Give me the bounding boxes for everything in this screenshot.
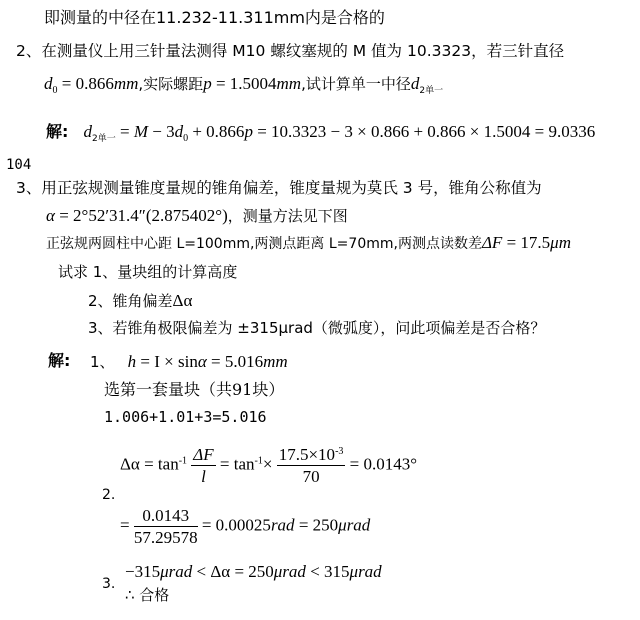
fraction-value	[277, 446, 346, 485]
ans2-minus3: − 3	[148, 122, 175, 141]
eq-tan1-exp: -1	[178, 455, 188, 467]
fraction-conversion	[134, 507, 198, 546]
eq-times: ×	[262, 454, 273, 474]
h-alpha: α	[197, 352, 207, 371]
ineq-da: Δα	[210, 562, 231, 581]
d0-unit: mm	[113, 74, 139, 93]
delta-alpha-equation	[120, 446, 417, 485]
radian-conversion	[120, 507, 370, 546]
conv-result: = 0.00025	[201, 515, 271, 535]
ans2-M: M	[133, 122, 148, 141]
eq-tan2-exp: -1	[254, 455, 263, 467]
ans2-d2-subscript: 2单一	[92, 134, 116, 144]
d0-symbol: d	[44, 74, 53, 93]
step1-number: 1、	[90, 353, 115, 371]
method-text: ，测量方法见下图	[227, 207, 348, 225]
ineq-eq: = 250	[230, 562, 274, 581]
p-unit: mm	[276, 74, 302, 93]
frac-l: l	[201, 467, 206, 486]
eq-tan1: = tan	[139, 454, 179, 474]
line-measured-pitch-diameter: 即测量的中径在11.232-11.311mm内是合格的	[44, 8, 385, 27]
question-2-line1	[16, 44, 564, 60]
ineq-unit1: μrad	[160, 562, 193, 581]
conv-urad: μrad	[338, 515, 371, 535]
step3-number: 3.	[102, 576, 116, 592]
ans2-result: = 10.3323 − 3 × 0.866 + 0.866 × 1.5004 = 9.0336	[252, 122, 596, 141]
eq-delta-alpha: Δα	[120, 454, 140, 474]
d2-subscript: 2单一	[419, 86, 444, 96]
h-formula: = I × sin	[136, 352, 198, 371]
question-3-text: 用正弦规测量锥度量规的锥角偏差，锥度量规为莫氏 3 号，锥角公称值为	[41, 179, 542, 197]
ineq-left: −315	[125, 562, 161, 581]
eq-result-deg: = 0.0143°	[349, 454, 418, 474]
ineq-unit3: μrad	[349, 562, 382, 581]
answer-2-equation	[46, 123, 595, 144]
ineq-lt2: < 315	[305, 562, 350, 581]
conv-equals: =	[120, 515, 130, 535]
inequality	[125, 563, 382, 580]
calc-text: ,试计算单一中径	[301, 75, 411, 93]
conclusion: ∴ 合格	[125, 586, 170, 604]
conv-den: 57.29578	[133, 528, 198, 547]
ans2-equals: =	[115, 122, 134, 141]
ineq-lt1: <	[192, 562, 211, 581]
eq-tan2: = tan	[219, 454, 255, 474]
answer-2-label: 解:	[46, 122, 69, 141]
frac-num-exp: -3	[335, 446, 344, 457]
pitch-text: ,实际螺距	[138, 75, 204, 93]
question-3-line2: α = 2°52′31.4″(2.875402°)，测量方法见下图	[46, 206, 348, 225]
alpha-degrees: (2.875402°)	[145, 206, 228, 225]
answer-3-label: 解:	[48, 351, 71, 370]
question-3-line1	[16, 181, 542, 197]
task-2	[88, 292, 192, 309]
h-value: = 5.016	[206, 352, 264, 371]
dF-symbol: ΔF	[481, 233, 503, 252]
p-value: = 1.5004	[211, 74, 277, 93]
frac-den-70: 70	[302, 467, 320, 486]
conv-num: 0.0143	[134, 507, 198, 527]
ans2-d2-symbol: d	[83, 122, 92, 141]
question-3-number: 3、	[16, 179, 42, 197]
task-3: 3、若锥角极限偏差为 ±315μrad（微弧度），问此项偏差是否合格？	[88, 319, 546, 337]
task-intro: 试求 1、量块组的计算高度	[58, 263, 238, 281]
h-unit: mm	[263, 352, 288, 371]
ans2-d-sub: 0	[183, 133, 189, 144]
gauge-sum: 1.006+1.01+3=5.016	[104, 408, 267, 426]
task-2-text: 2、锥角偏差	[88, 292, 173, 310]
ans2-plus: + 0.866	[188, 122, 245, 141]
page-number: 104	[6, 157, 32, 173]
frac-dF: ΔF	[193, 445, 214, 464]
conv-rad: rad	[270, 515, 295, 535]
setup-text: 正弦规两圆柱中心距 L=100mm,两测点距离 L=70mm,两测点读数差	[46, 236, 482, 252]
conv-250: = 250	[294, 515, 339, 535]
question-2-number: 2、	[16, 42, 42, 60]
d0-value: = 0.866	[57, 74, 114, 93]
p-symbol: p	[203, 74, 212, 93]
fraction-dF-l	[191, 446, 215, 485]
ans2-p: p	[244, 122, 253, 141]
dF-value: = 17.5	[502, 233, 551, 252]
d2-symbol: d	[410, 74, 420, 93]
ans2-d: d	[174, 122, 184, 141]
question-2-line2	[44, 75, 443, 96]
answer-3-step1	[90, 353, 288, 370]
d0-subscript: 0	[52, 85, 58, 96]
gauge-selection: 选第一套量块（共91块）	[104, 380, 285, 399]
frac-num-value: 17.5×10	[278, 445, 336, 464]
step2-number: 2.	[102, 487, 116, 503]
dF-unit: μm	[550, 233, 571, 252]
h-symbol: h	[127, 352, 137, 371]
question-2-text: 在测量仪上用三针量法测得 M10 螺纹塞规的 M 值为 10.3323，若三针直径	[41, 42, 565, 60]
question-3-setup	[46, 234, 571, 251]
task-2-symbol: Δα	[172, 291, 193, 310]
ineq-unit2: μrad	[273, 562, 306, 581]
